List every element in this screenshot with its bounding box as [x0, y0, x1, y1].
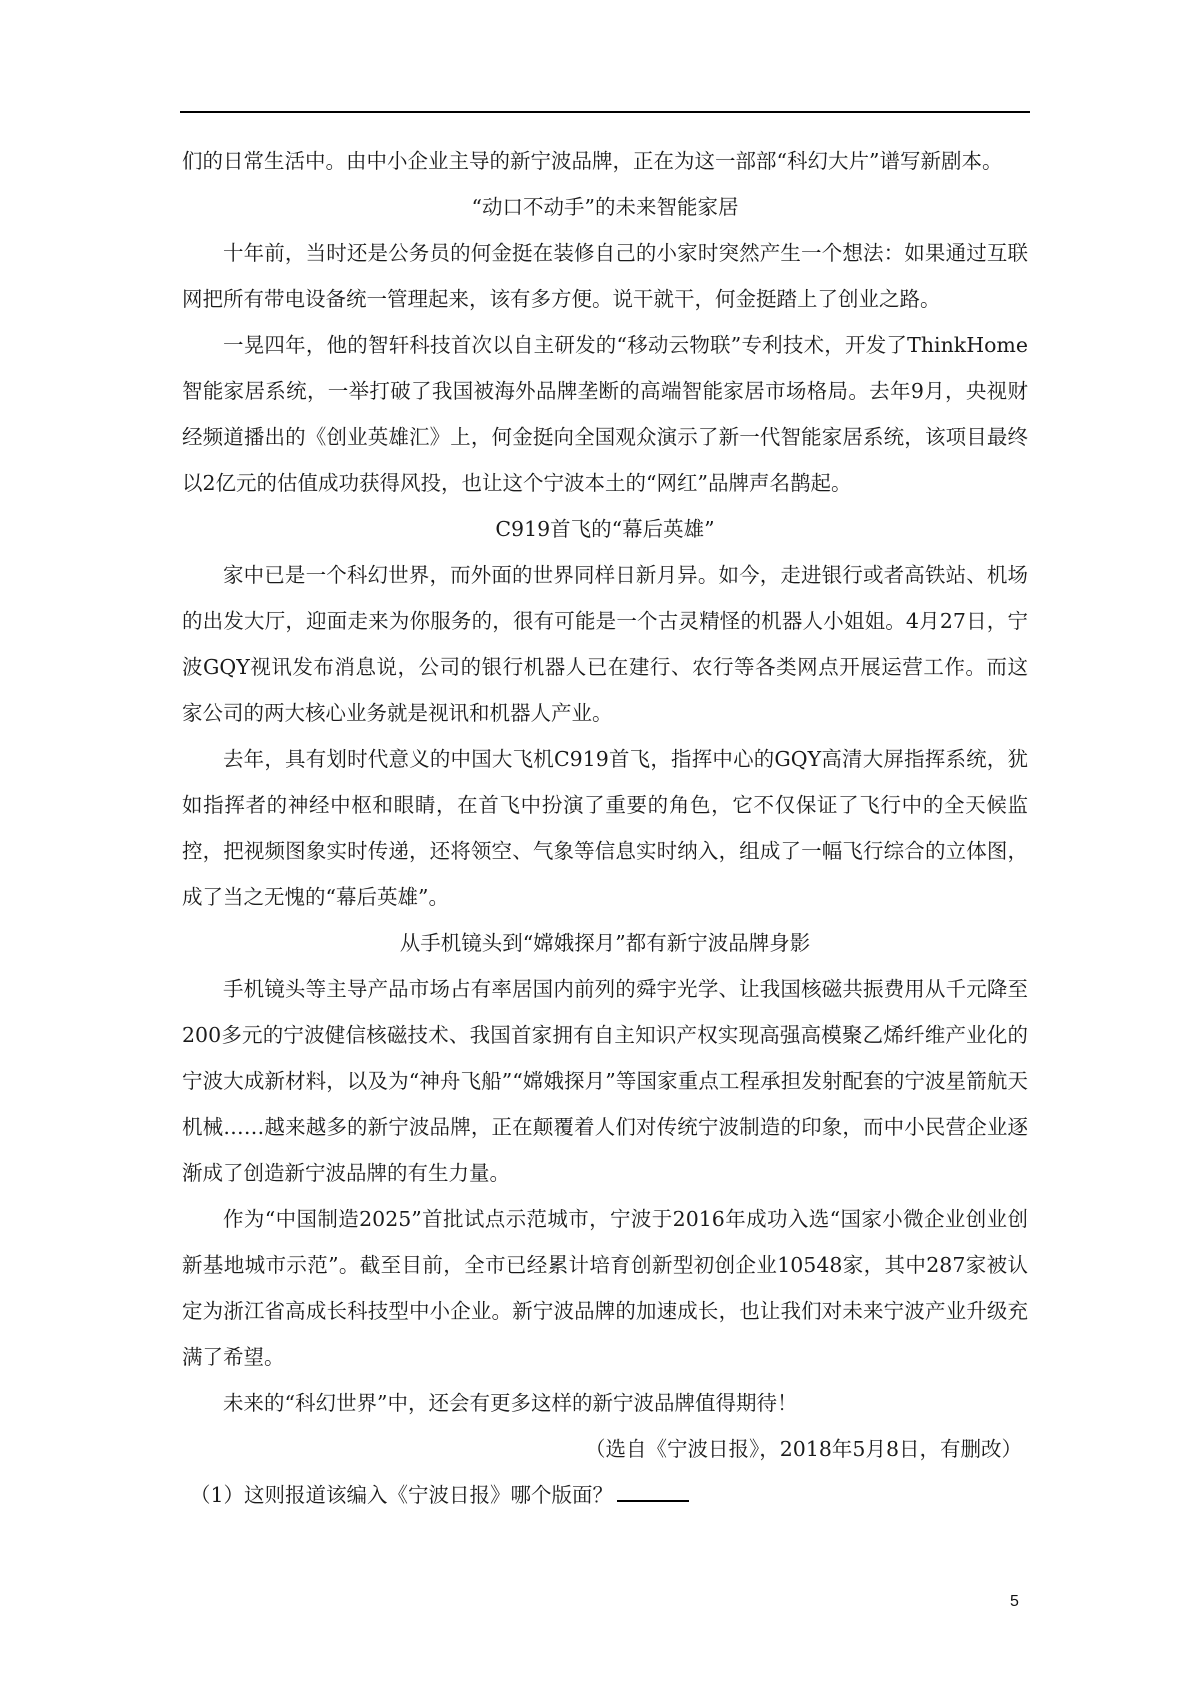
section-heading-smart-home: “动口不动手”的未来智能家居 [471, 195, 739, 219]
header-rule [180, 111, 1030, 113]
paragraph: 家中已是一个科幻世界，而外面的世界同样日新月异。如今，走进银行或者高铁站、机场的出发大厅，迎面走来为你服务的，很有可能是一个古灵精怪的机器人小姐姐。4月27日，宁波GQY视讯发布消息说，公司的银行机器人已在建行、农行等各类网点开展运营工作。而这家公司的两大核心业务就是视讯和机器人产业。 [182, 563, 1028, 725]
article-body [182, 138, 1028, 1518]
page-number: 5 [1010, 1593, 1019, 1610]
paragraph-continued: 们的日常生活中。由中小企业主导的新宁波品牌，正在为这一部部“科幻大片”谱写新剧本。 [182, 149, 1003, 173]
paragraph: 手机镜头等主导产品市场占有率居国内前列的舜宇光学、让我国核磁共振费用从千元降至200多元的宁波健信核磁技术、我国首家拥有自主知识产权实现高强高模聚乙烯纤维产业化的宁波大成新材料，以及为“神舟飞船”“嫦娥探月”等国家重点工程承担发射配套的宁波星箭航天机械……越来越多的新宁波品牌，正在颠覆着人们对传统宁波制造的印象，而中小民营企业逐渐成了创造新宁波品牌的有生力量。 [182, 977, 1028, 1185]
answer-blank[interactable] [617, 1480, 689, 1502]
paragraph: 未来的“科幻世界”中，还会有更多这样的新宁波品牌值得期待！ [223, 1391, 798, 1415]
paragraph: 去年，具有划时代意义的中国大飞机C919首飞，指挥中心的GQY高清大屏指挥系统，犹如指挥者的神经中枢和眼睛，在首飞中扮演了重要的角色，它不仅保证了飞行中的全天候监控，把视频图象实时传递，还将领空、气象等信息实时纳入，组成了一幅飞行综合的立体图，成了当之无愧的“幕后英雄”。 [182, 747, 1028, 909]
section-heading-c919: C919首飞的“幕后英雄” [495, 517, 715, 541]
paragraph: 十年前，当时还是公务员的何金挺在装修自己的小家时突然产生一个想法：如果通过互联网把所有带电设备统一管理起来，该有多方便。说干就干，何金挺踏上了创业之路。 [182, 241, 1028, 311]
paragraph: 作为“中国制造2025”首批试点示范城市，宁波于2016年成功入选“国家小微企业创业创新基地城市示范”。截至目前，全市已经累计培育创新型初创企业10548家，其中287家被认定为浙江省高成长科技型中小企业。新宁波品牌的加速成长，也让我们对未来宁波产业升级充满了希望。 [182, 1207, 1028, 1369]
paragraph: 一晃四年，他的智轩科技首次以自主研发的“移动云物联”专利技术，开发了ThinkHome智能家居系统，一举打破了我国被海外品牌垄断的高端智能家居市场格局。去年9月，央视财经频道播出的《创业英雄汇》上，何金挺向全国观众演示了新一代智能家居系统，该项目最终以2亿元的估值成功获得风投，也让这个宁波本土的“网红”品牌声名鹊起。 [182, 333, 1028, 495]
question-text: （1）这则报道该编入《宁波日报》哪个版面？ [190, 1483, 614, 1507]
section-heading-brands: 从手机镜头到“嫦娥探月”都有新宁波品牌身影 [399, 931, 811, 955]
question-1 [182, 1472, 1028, 1518]
source-citation: （选自《宁波日报》，2018年5月8日，有删改） [584, 1437, 1022, 1461]
